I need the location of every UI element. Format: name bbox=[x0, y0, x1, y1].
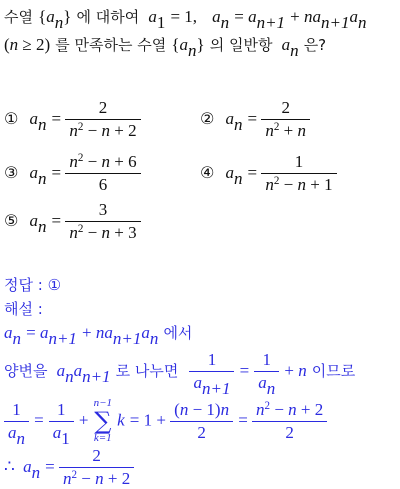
choice-4: ④ $a_n$ = $\frac{1}{n^2 - n + 1}$ bbox=[200, 152, 337, 195]
choice-5-marker: ⑤ bbox=[4, 211, 19, 230]
solution-fraction-1: $\frac{1}{a_{n+1}}$ bbox=[189, 350, 234, 393]
solution-fraction-4: $\frac{1}{a_1}$ bbox=[49, 400, 74, 443]
solution-fraction-5: $\frac{(n - 1)n}{2}$ bbox=[170, 400, 233, 443]
solution-line-2: 양변을 $a_na_{n+1}$ 로 나누면 $\frac{1}{a_{n+1}}$ = $\frac{1}{a_n}$ + n 이므로 bbox=[4, 350, 356, 398]
solution-line-1: $a_n = a_{n+1} + na_{n+1}a_n$ 에서 bbox=[4, 323, 193, 348]
problem-text-2c: 은? bbox=[303, 36, 327, 54]
choice-3: ③ $a_n$ = $\frac{n^2 - n + 6}{6}$ bbox=[4, 152, 141, 195]
answer-label: 정답 : ① bbox=[4, 276, 62, 294]
solution-fraction-2: $\frac{1}{a_n}$ bbox=[254, 350, 279, 393]
choice-2: ② $a_n$ = $\frac{2}{n^2 + n}$ bbox=[200, 98, 310, 141]
solution-fraction-3: $\frac{1}{a_n}$ bbox=[4, 400, 29, 443]
choice-5: ⑤ $a_n$ = $\frac{3}{n^2 - n + 3}$ bbox=[4, 200, 141, 243]
solution-fraction-7: $\frac{2}{n^2 - n + 2}$ bbox=[59, 446, 134, 489]
choice-1: ① $a_n$ = $\frac{2}{n^2 - n + 2}$ bbox=[4, 98, 141, 141]
solution-text-2c: 이므로 bbox=[311, 362, 356, 380]
solution-text-2b: 로 나누면 bbox=[115, 362, 179, 380]
choice-1-marker: ① bbox=[4, 109, 19, 128]
problem-text-2a: 를 만족하는 수열 bbox=[55, 36, 167, 54]
choice-4-fraction: $\frac{1}{n^2 - n + 1}$ bbox=[261, 152, 336, 195]
solution-text-1: 에서 bbox=[163, 324, 193, 342]
choice-2-marker: ② bbox=[200, 109, 215, 128]
problem-text-2b: 의 일반항 bbox=[209, 36, 273, 54]
problem-text-1b: 에 대하여 bbox=[76, 8, 140, 26]
explanation-label: 해설 : bbox=[4, 300, 43, 318]
solution-line-4: ∴ $a_n$ = $\frac{2}{n^2 - n + 2}$ bbox=[4, 446, 134, 489]
summation-symbol: n−1 ∑ k=1 bbox=[93, 397, 112, 444]
choice-3-fraction: $\frac{n^2 - n + 6}{6}$ bbox=[65, 152, 140, 195]
problem-line-2: (n ≥ 2) 를 만족하는 수열 $\{a_n\}$ 의 일반항 $a_n$ 은? bbox=[4, 35, 327, 60]
solution-text-2a: 양변을 bbox=[4, 362, 48, 380]
solution-line-3: $\frac{1}{a_n}$ = $\frac{1}{a_1}$ + n−1 ∑ k=1 k = 1 + $\frac{(n - 1)n}{2}$ = $\frac{n^2 - n + 2}{2}$ bbox=[4, 398, 327, 444]
choice-4-marker: ④ bbox=[200, 163, 215, 182]
choice-5-fraction: $\frac{3}{n^2 - n + 3}$ bbox=[65, 200, 140, 243]
choice-1-fraction: $\frac{2}{n^2 - n + 2}$ bbox=[65, 98, 140, 141]
choice-2-fraction: $\frac{2}{n^2 + n}$ bbox=[261, 98, 310, 141]
problem-text-1a: 수열 bbox=[4, 8, 33, 26]
solution-fraction-6: $\frac{n^2 - n + 2}{2}$ bbox=[252, 400, 327, 443]
problem-line-1: 수열 $\{a_n\}$ 에 대하여 $a_1 = 1$, $a_n = a_{n+1} + na_{n+1}a_n$ bbox=[4, 7, 367, 32]
choice-3-marker: ③ bbox=[4, 163, 19, 182]
